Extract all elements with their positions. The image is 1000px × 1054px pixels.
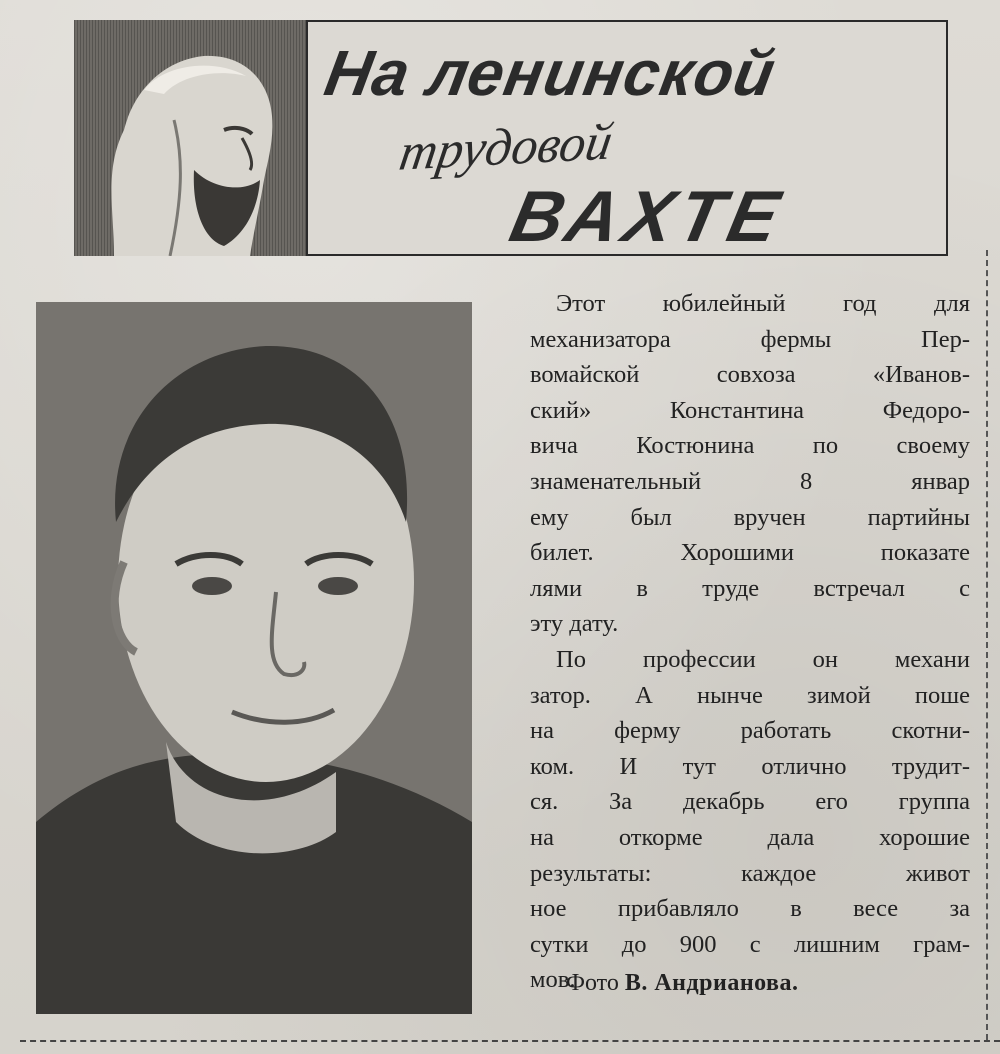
rubric-header — [74, 20, 948, 256]
article-line: ся. За декабрь его группа — [530, 788, 970, 816]
article-body — [530, 286, 970, 998]
bottom-dashed-rule — [20, 1040, 1000, 1042]
article-line: лями в труде встречал с — [530, 574, 970, 602]
photo-credit — [566, 970, 799, 997]
article-line: результаты: каждое живот — [530, 859, 970, 887]
article-line: мов. — [530, 966, 576, 994]
photo-credit-name: В. Андрианова. — [624, 970, 799, 996]
worker-photo — [36, 302, 472, 1014]
article-line: ский» Константина Федоро- — [530, 396, 970, 424]
rubric-title-line2: трудовой — [395, 113, 617, 182]
lenin-portrait — [74, 20, 306, 256]
article-line: сутки до 900 с лишним грам- — [530, 930, 970, 958]
article-line: вича Костюнина по своему — [530, 432, 970, 460]
article-line: ком. И тут отлично трудит- — [530, 752, 970, 780]
rubric-title-line3: ВАХТЕ — [503, 177, 792, 257]
rubric-banner — [306, 20, 948, 256]
article-line: эту дату. — [530, 610, 619, 638]
article-line: на ферму работать скотни- — [530, 717, 970, 745]
photo-credit-prefix: Фото — [566, 970, 619, 996]
article-line: ему был вручен партийны — [530, 503, 970, 531]
right-dashed-rule — [986, 250, 988, 1040]
article-line: ное прибавляло в весе за — [530, 895, 970, 923]
article-line: затор. А нынче зимой поше — [530, 681, 970, 709]
article-line: билет. Хорошими показате — [530, 539, 970, 567]
article-line: на откорме дала хорошие — [530, 823, 970, 851]
rubric-title-line1: На ленинской — [319, 37, 782, 109]
article-line: вомайской совхоза «Иванов- — [530, 361, 970, 389]
article-line: По профессии он механи — [556, 645, 970, 673]
article-line: знаменательный 8 январ — [530, 467, 970, 495]
article-line: механизатора фермы Пер- — [530, 325, 970, 353]
article-line: Этот юбилейный год для — [556, 290, 970, 317]
